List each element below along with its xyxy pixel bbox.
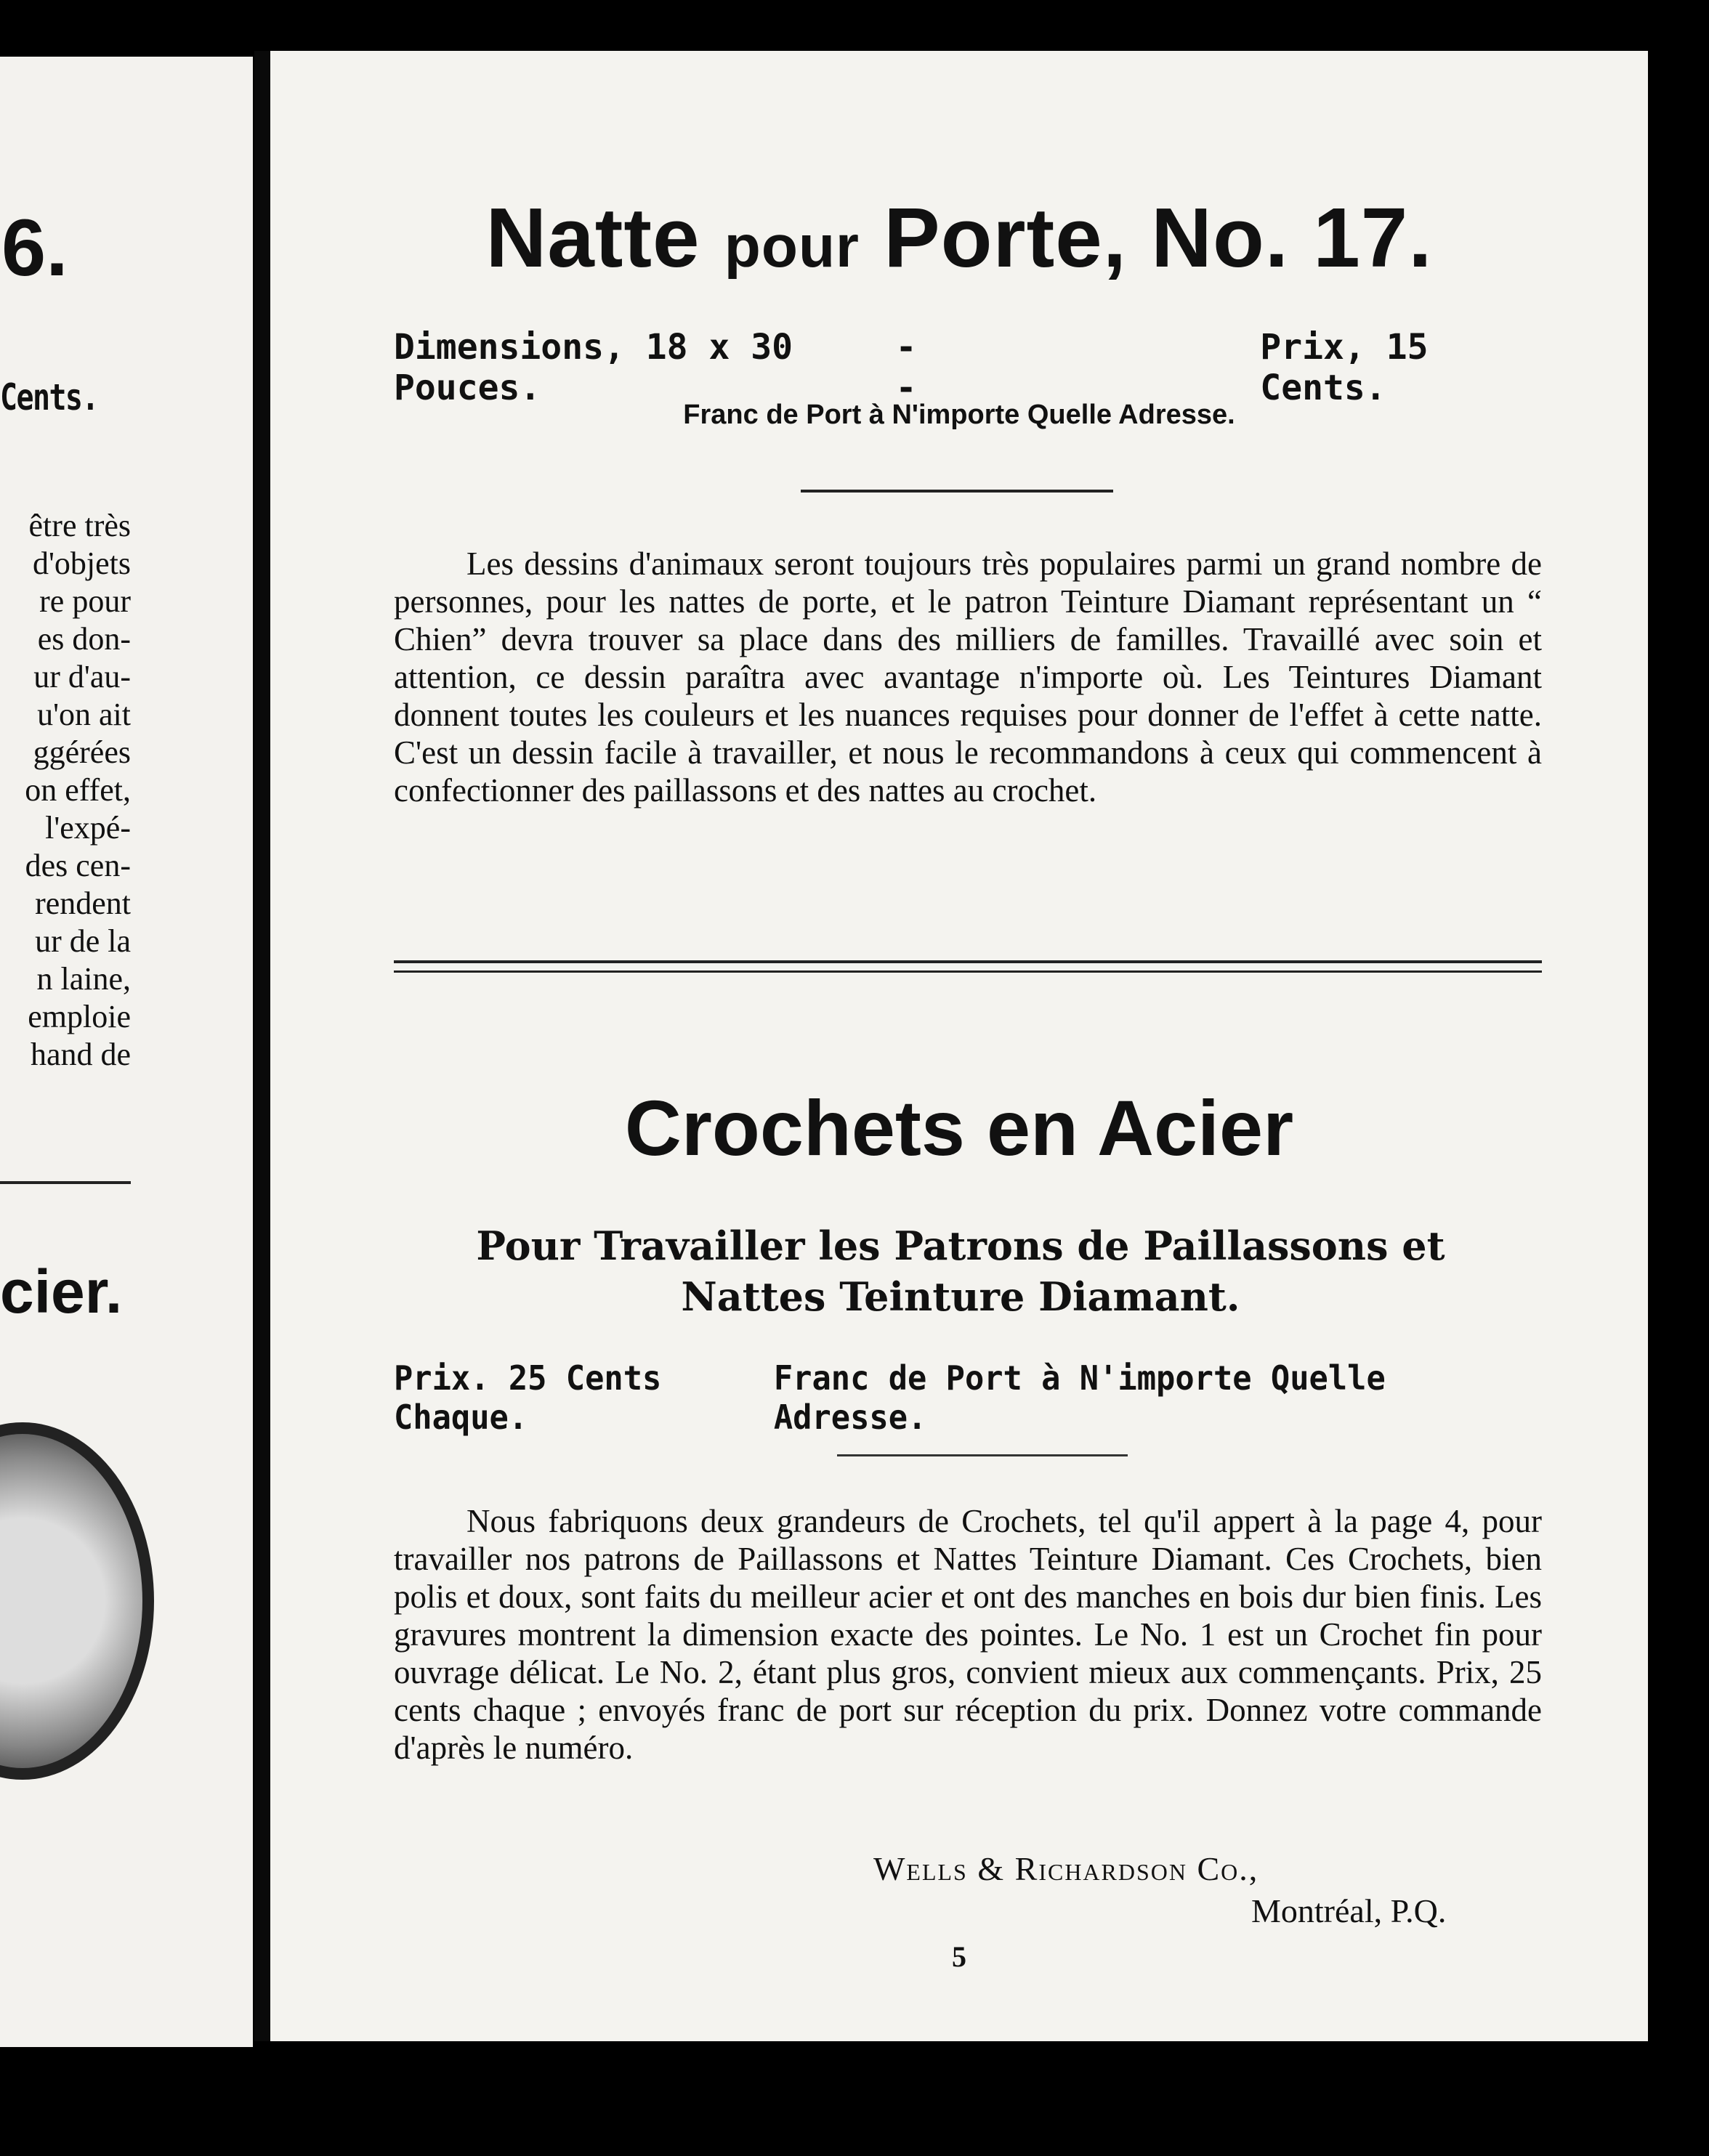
article2-subtitle: Pour Travailler les Patrons de Paillassons et Nattes Teinture Diamant. xyxy=(476,1223,1445,1320)
left-page-engraving-image xyxy=(0,1422,154,1780)
short-rule xyxy=(837,1454,1128,1456)
signature xyxy=(873,1848,1446,1932)
article1-title xyxy=(270,189,1648,286)
page-number: 5 xyxy=(952,1940,966,1973)
left-page-title-fragment: 6. xyxy=(1,203,68,293)
left-page-line: es don- xyxy=(37,621,131,657)
left-page-line: on effet, xyxy=(25,772,131,808)
signature-company: Wells & Richardson Co., xyxy=(873,1850,1259,1887)
article1-dimensions: Dimensions, 18 x 30 Pouces. xyxy=(394,327,793,408)
article2-price: Prix. 25 Cents Chaque. xyxy=(394,1358,662,1437)
left-page-line: re pour xyxy=(39,583,131,619)
article1-title-small: pour xyxy=(724,214,860,280)
left-page-line: ur d'au- xyxy=(33,659,131,694)
article1-body: Les dessins d'animaux seront toujours très populaires parmi un grand nombre de personnes, pour les nattes de porte, et le patron Teinture Diamant représentant un “ Chien” devra trouver sa place dans des milliers de familles. Travaillé avec soin et attention, ce dessin paraîtra avec avantage n'importe où. Les Teintures Diamant donnent toutes les couleurs et les nuances requises pour donner de l'effet à cette natte. C'est un dessin facile à travailler, et nous le recommandons à ceux qui commencent à confectionner des paillassons et des nattes au crochet. xyxy=(394,546,1542,808)
article1-shipping: Franc de Port à N'importe Quelle Adresse. xyxy=(683,400,1235,430)
left-page-line: n laine, xyxy=(36,961,131,997)
book-gutter xyxy=(254,51,270,2041)
left-page-line: ur de la xyxy=(35,923,131,959)
left-page-line: ggérées xyxy=(33,734,131,770)
left-page-line: rendent xyxy=(35,885,131,921)
article2-price-line xyxy=(394,1358,1482,1437)
left-page-line: d'objets xyxy=(32,546,131,581)
left-page-line: être très xyxy=(28,508,131,543)
left-page-line: hand de xyxy=(30,1037,131,1072)
left-page-line: emploie xyxy=(28,999,131,1034)
article1-specs xyxy=(394,327,1539,408)
short-rule xyxy=(801,490,1113,493)
right-page xyxy=(270,51,1648,2041)
signature-city: Montréal, P.Q. xyxy=(1251,1892,1447,1929)
left-page-rule xyxy=(0,1181,131,1184)
section-divider xyxy=(394,960,1542,973)
article2-shipping: Franc de Port à N'importe Quelle Adresse. xyxy=(773,1358,1386,1437)
left-page-heading-fragment: cier. xyxy=(0,1257,123,1326)
left-page-fragment xyxy=(0,57,253,2047)
article2-body: Nous fabriquons deux grandeurs de Crochets, tel qu'il appert à la page 4, pour travailler nos patrons de Paillassons et Nattes Teinture Diamant. Ces Crochets, bien polis et doux, sont faits du meilleur acier et ont des manches en bois dur bien finis. Les gravures montrent la dimension exacte des pointes. Le No. 1 est un Crochet fin pour ouvrage délicat. Le No. 2, étant plus gros, convient mieux aux commençants. Prix, 25 cents chaque ; envoyés franc de port sur réception du prix. Donnez votre commande d'après le numéro. xyxy=(394,1503,1542,1766)
article2-title: Crochets en Acier xyxy=(624,1084,1294,1172)
article1-dashes: - - xyxy=(895,327,1033,408)
left-page-price-fragment: Cents. xyxy=(0,376,98,418)
article1-price: Prix, 15 Cents. xyxy=(1260,327,1429,408)
article1-title-main: Natte xyxy=(485,190,724,285)
left-page-text-fragment xyxy=(0,507,131,1074)
article1-title-end: Porte, No. 17. xyxy=(859,190,1433,285)
left-page-line: l'expé- xyxy=(45,810,131,846)
left-page-line: des cen- xyxy=(25,848,131,883)
left-page-line: u'on ait xyxy=(37,697,131,732)
